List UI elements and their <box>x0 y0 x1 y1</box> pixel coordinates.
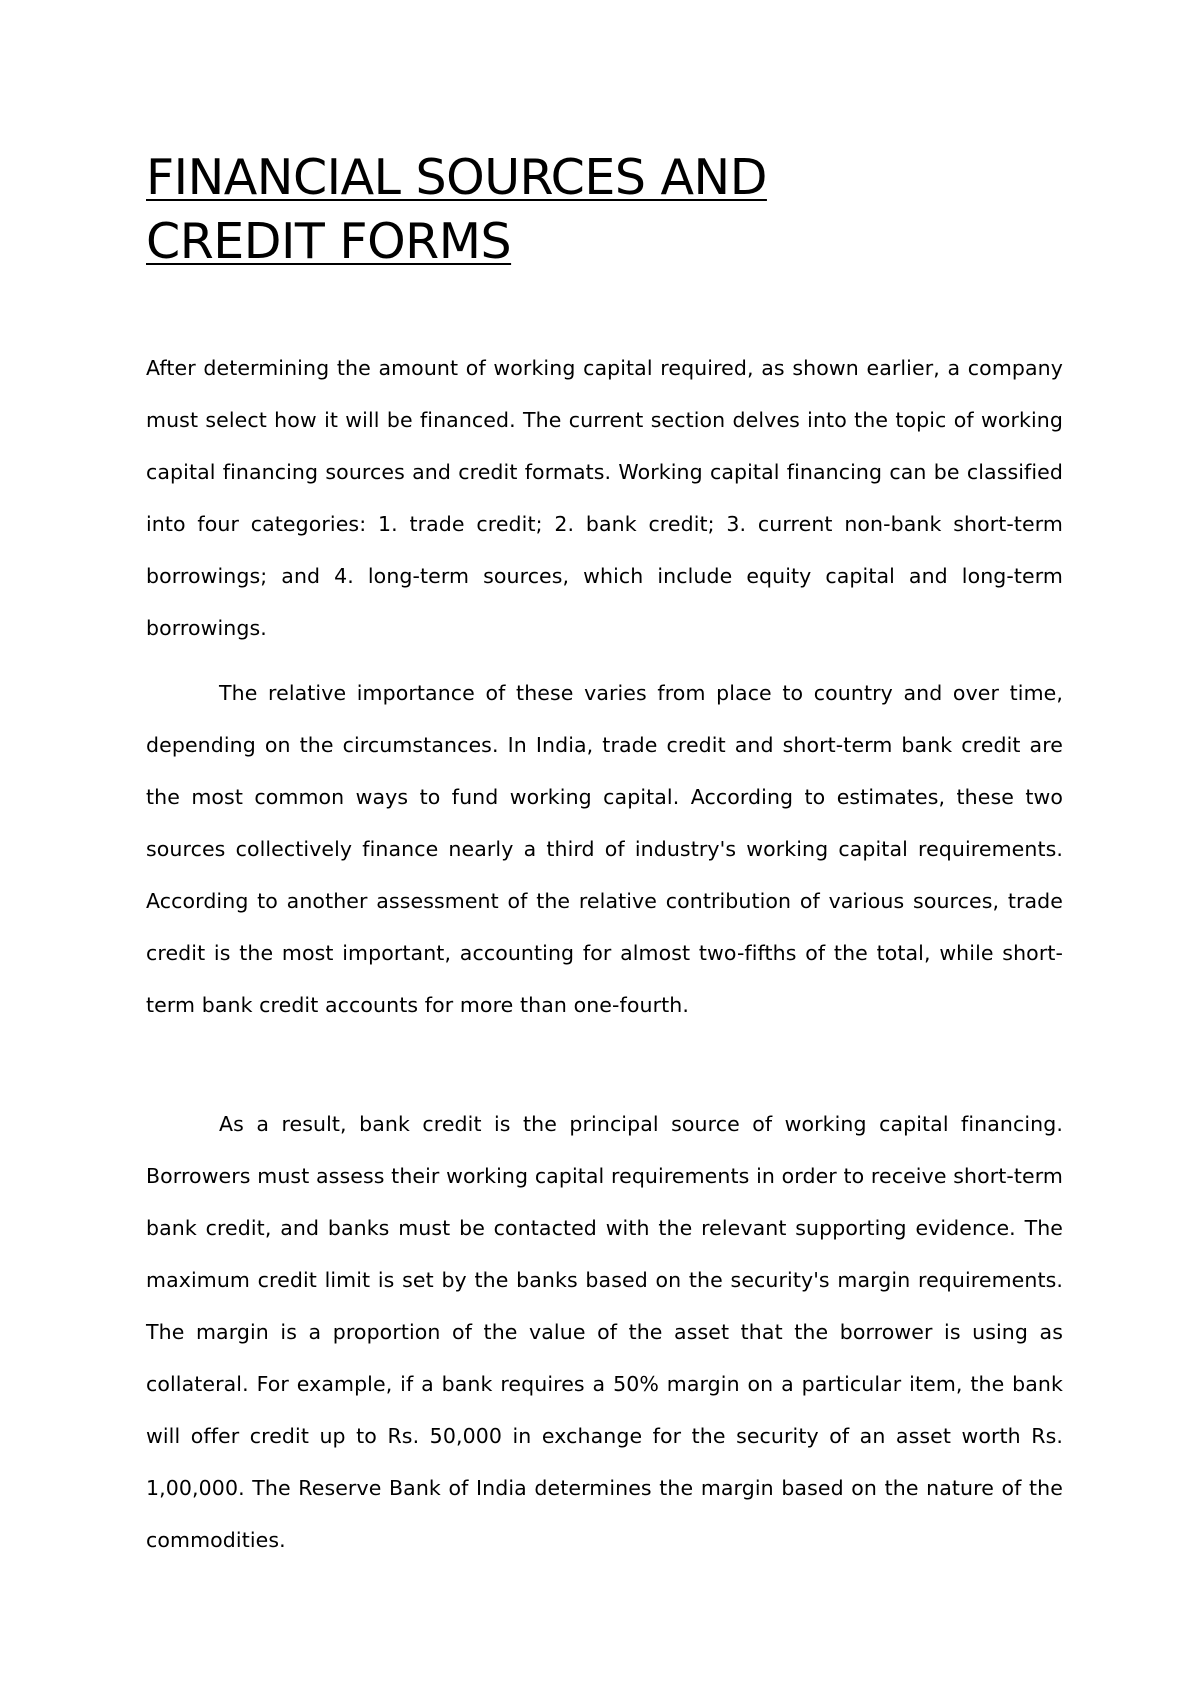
title-line-1: FINANCIAL SOURCES AND <box>146 149 767 206</box>
paragraph-3: As a result, bank credit is the principal source of working capital financing. Borrowers must assess their working capital requirements in order to receive short-term bank credit, and banks must be contacted with the relevant supporting evidence. The maximum credit limit is set by the banks based on the security's margin requirements. The margin is a proportion of the value of the asset that the borrower is using as collateral. For example, if a bank requires a 50% margin on a particular item, the bank will offer credit up to Rs. 50,000 in exchange for the security of an asset worth Rs. 1,00,000. The Reserve Bank of India determines the margin based on the nature of the commodities. <box>146 1112 1063 1552</box>
paragraph-1: After determining the amount of working capital required, as shown earlier, a company must select how it will be financed. The current section delves into the topic of working capital financing sources and credit formats. Working capital financing can be classified into four categories: 1. trade credit; 2. bank credit; 3. current non-bank short-term borrowings; and 4. long-term sources, which include equity capital and long-term borrowings. <box>146 356 1063 640</box>
document-title <box>146 146 946 274</box>
title-line-2: CREDIT FORMS <box>146 213 512 270</box>
paragraph-2: The relative importance of these varies from place to country and over time, depending on the circumstances. In India, trade credit and short-term bank credit are the most common ways to fund working capital. According to estimates, these two sources collectively finance nearly a third of industry's working capital requirements. According to another assessment of the relative contribution of various sources, trade credit is the most important, accounting for almost two-fifths of the total, while short-term bank credit accounts for more than one-fourth. <box>146 681 1063 1017</box>
